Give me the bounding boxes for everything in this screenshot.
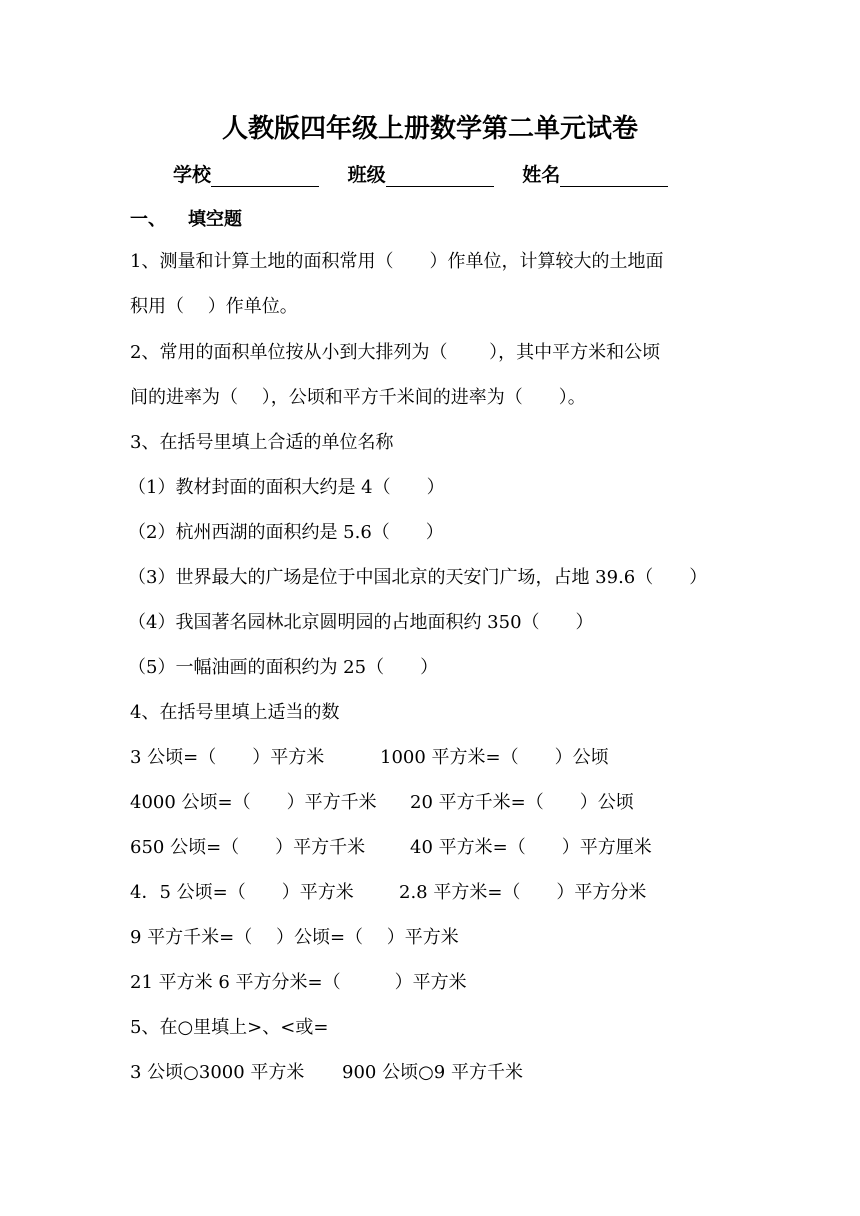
question-2-line-1: 2、常用的面积单位按从小到大排列为（ ），其中平方米和公顷	[130, 342, 661, 363]
class-label: 班级	[347, 164, 386, 186]
name-blank[interactable]	[560, 166, 668, 187]
school-field[interactable]	[173, 160, 319, 187]
conversion-item: 1000 平方米=（ ）公顷	[380, 747, 609, 768]
conversion-item: 2.8 平方米=（ ）平方分米	[399, 882, 647, 903]
section-label: 填空题	[188, 209, 242, 230]
name-field[interactable]	[522, 160, 668, 187]
question-4-stem: 4、在括号里填上适当的数	[130, 702, 340, 723]
name-label: 姓名	[522, 164, 561, 186]
question-3-item: （3）世界最大的广场是位于中国北京的天安门广场，占地 39.6（ ）	[128, 567, 708, 588]
student-info	[173, 160, 690, 187]
conversion-item: 4．5 公顷=（ ）平方米	[130, 882, 354, 903]
question-5-stem: 5、在○里填上>、<或=	[130, 1017, 329, 1038]
question-3-item: （2）杭州西湖的面积约是 5.6（ ）	[128, 522, 444, 543]
conversion-item: 40 平方米=（ ）平方厘米	[410, 837, 652, 858]
question-1-line-1: 1、测量和计算土地的面积常用（ ）作单位，计算较大的土地面	[130, 251, 664, 272]
section-heading	[130, 205, 242, 231]
conversion-item: 20 平方千米=（ ）公顷	[410, 792, 634, 813]
question-3-item: （1）教材封面的面积大约是 4（ ）	[128, 477, 445, 498]
conversion-item: 9 平方千米=（ ）公顷=（ ）平方米	[130, 927, 459, 948]
school-label: 学校	[173, 164, 212, 186]
page-title: 人教版四年级上册数学第二单元试卷	[221, 114, 638, 144]
conversion-item: 3 公顷=（ ）平方米	[130, 747, 325, 768]
conversion-item: 650 公顷=（ ）平方千米	[130, 837, 366, 858]
comparison-item: 900 公顷○9 平方千米	[342, 1062, 523, 1083]
conversion-item: 21 平方米 6 平方分米=（ ）平方米	[130, 972, 467, 993]
class-field[interactable]	[348, 160, 494, 187]
question-2-line-2: 间的进率为（ ），公顷和平方千米间的进率为（ ）。	[130, 387, 586, 408]
question-3-item: （5）一幅油画的面积约为 25（ ）	[128, 657, 439, 678]
school-blank[interactable]	[211, 166, 319, 187]
section-number: 一、	[130, 209, 166, 230]
question-3-item: （4）我国著名园林北京圆明园的占地面积约 350（ ）	[128, 612, 594, 633]
conversion-item: 4000 公顷=（ ）平方千米	[130, 792, 377, 813]
class-blank[interactable]	[386, 166, 494, 187]
question-3-stem: 3、在括号里填上合适的单位名称	[130, 432, 394, 453]
comparison-item: 3 公顷○3000 平方米	[130, 1062, 305, 1083]
question-1-line-2: 积用（ ）作单位。	[130, 296, 298, 317]
